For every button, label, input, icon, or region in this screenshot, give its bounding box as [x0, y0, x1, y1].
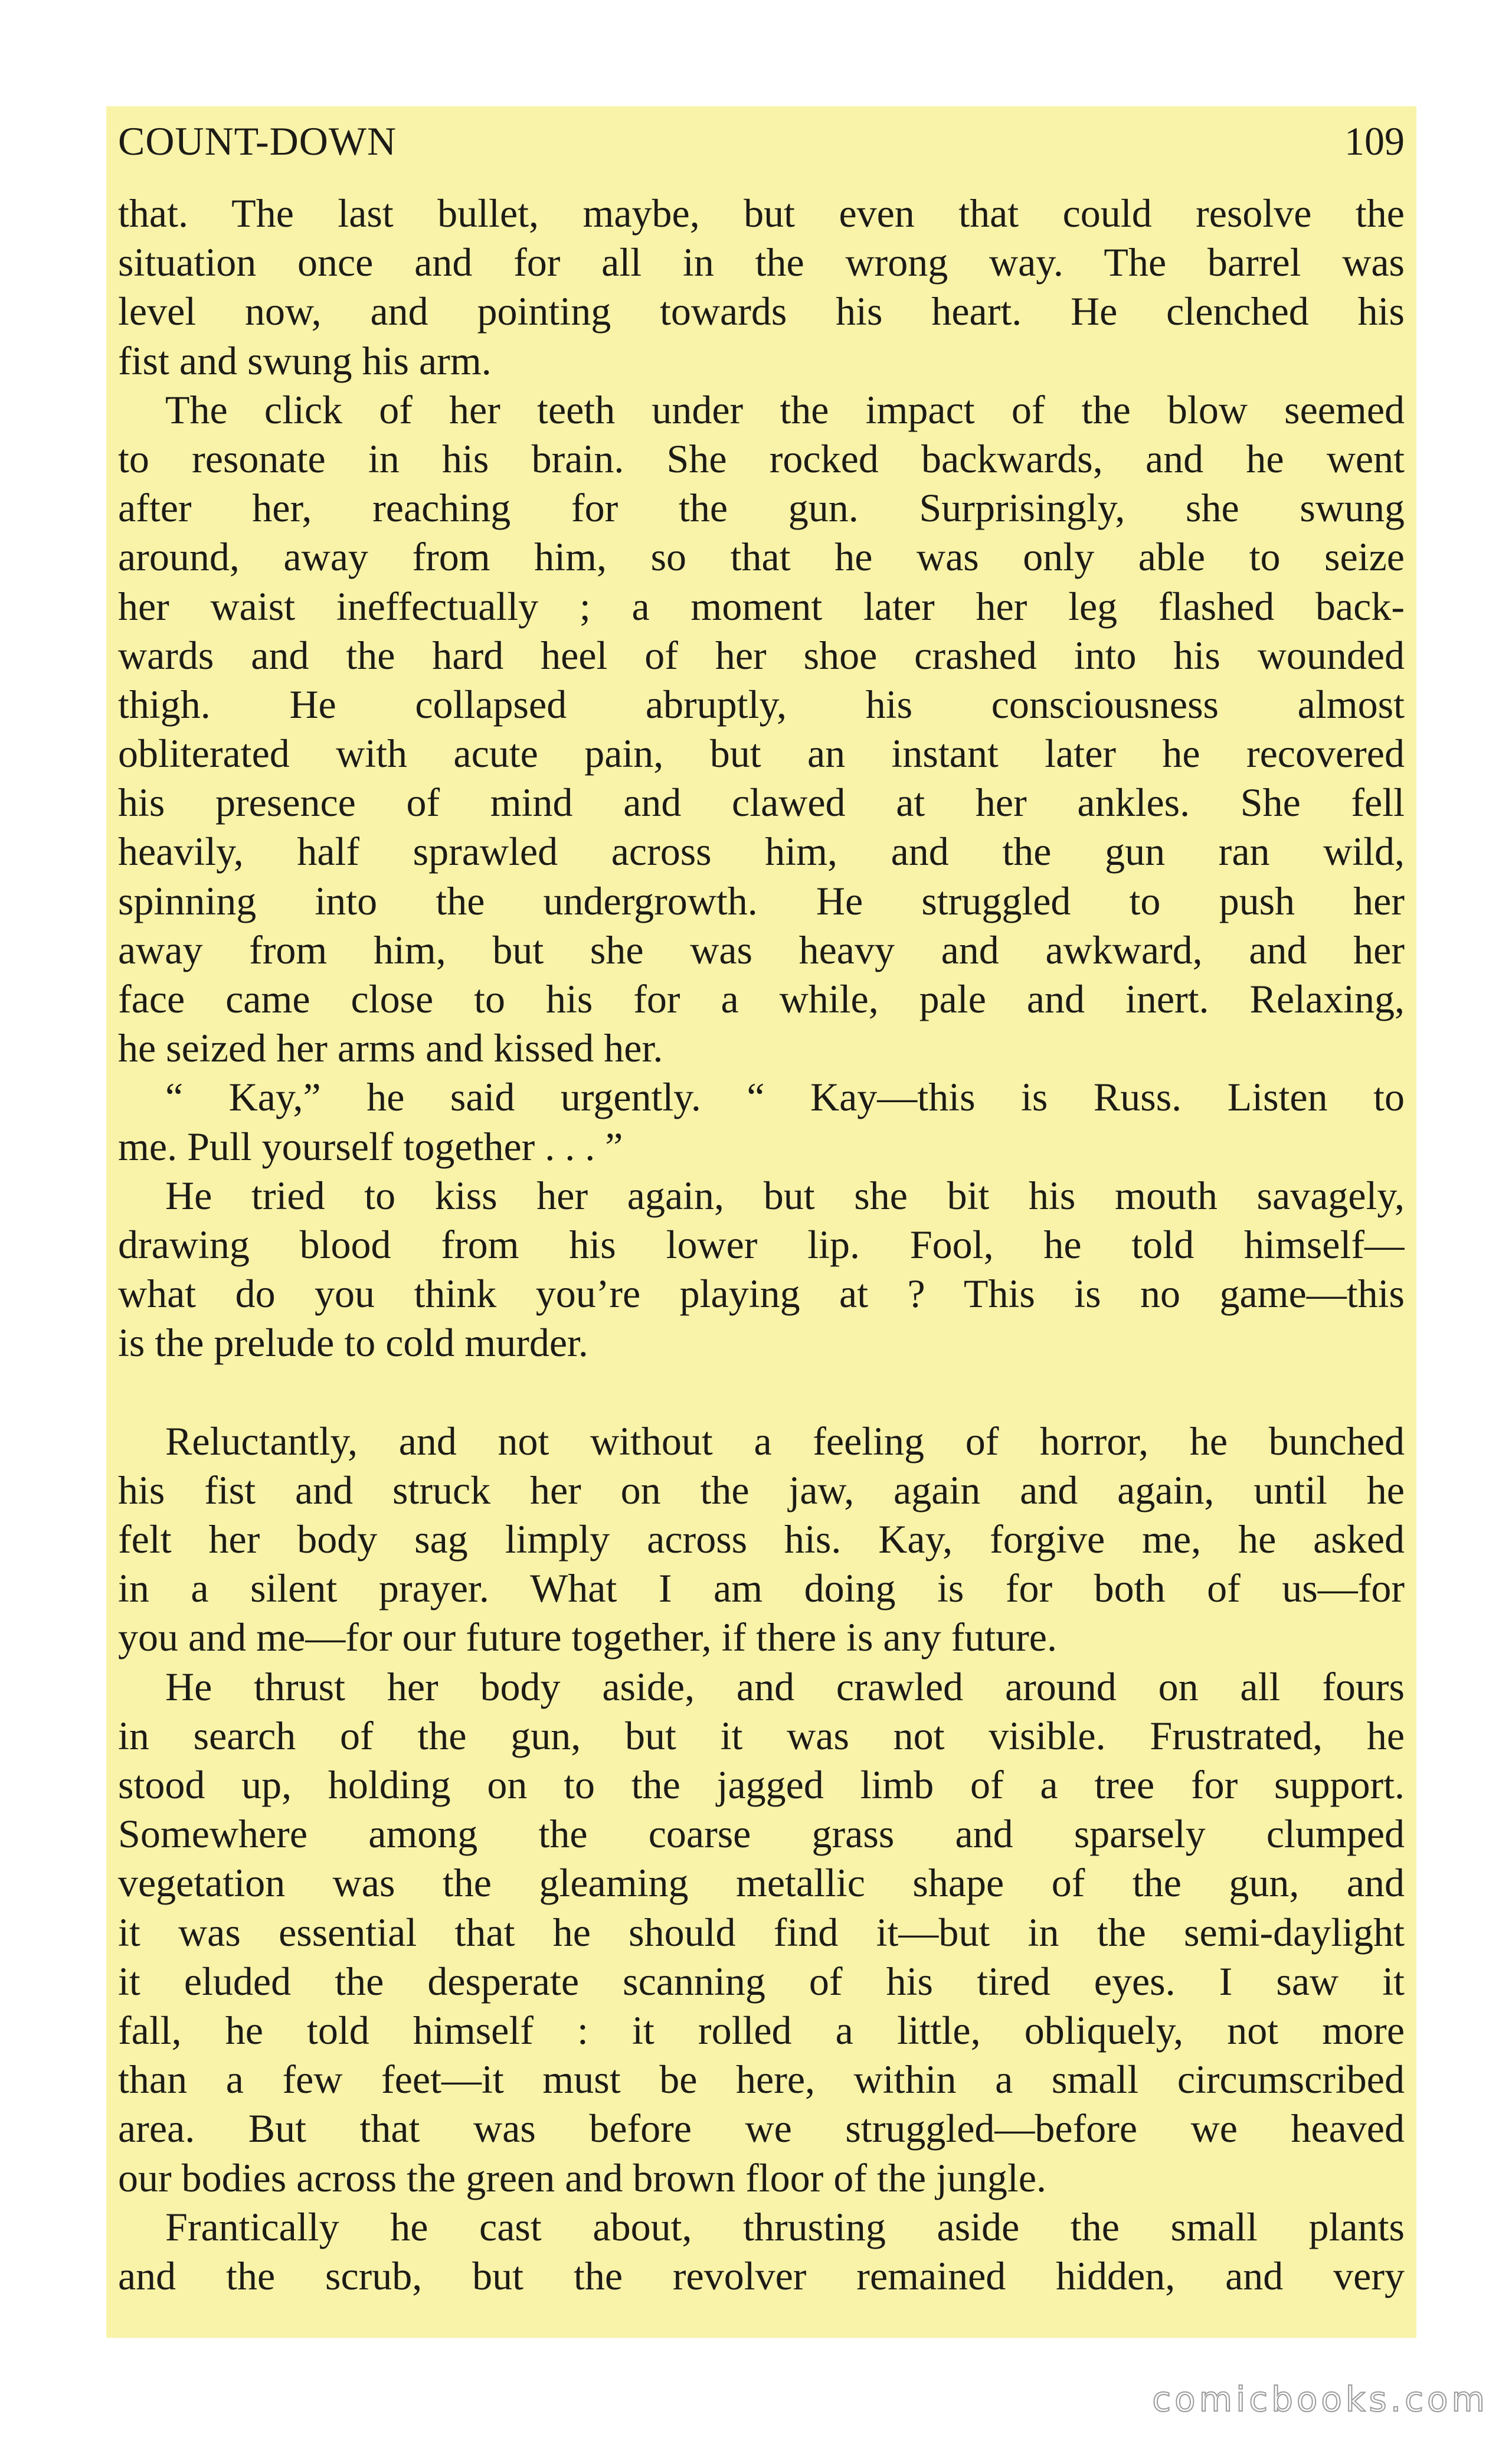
text-line: Somewhere among the coarse grass and sparsely clumped — [118, 1811, 1405, 1857]
body-text — [118, 189, 1405, 2301]
text-line: He tried to kiss her again, but she bit his mouth savagely, — [165, 1172, 1405, 1218]
text-line: The click of her teeth under the impact of the blow seemed — [165, 387, 1405, 432]
text-line: in search of the gun, but it was not visible. Frustrated, he — [118, 1713, 1405, 1758]
text-line: Reluctantly, and not without a feeling of horror, he bunched — [165, 1418, 1405, 1463]
text-line: it eluded the desperate scanning of his tired eyes. I saw it — [118, 1958, 1405, 2004]
text-line: away from him, but she was heavy and awkward, and her — [118, 927, 1405, 972]
text-line: He thrust her body aside, and crawled around on all fours — [165, 1664, 1405, 1709]
text-line: than a few feet—it must be here, within a small circumscribed — [118, 2057, 1405, 2102]
text-line: what do you think you’re playing at ? This is no game—this — [118, 1271, 1405, 1316]
text-line: heavily, half sprawled across him, and the gun ran wild, — [118, 829, 1405, 874]
text-line: level now, and pointing towards his heart. He clenched his — [118, 289, 1405, 334]
text-line: situation once and for all in the wrong way. The barrel was — [118, 240, 1405, 285]
text-line: her waist ineffectually ; a moment later her leg flashed back- — [118, 583, 1405, 629]
text-line: me. Pull yourself together . . . ” — [118, 1123, 623, 1169]
text-line: Frantically he cast about, thrusting aside the small plants — [165, 2204, 1405, 2249]
text-line: our bodies across the green and brown floor of the jungle. — [118, 2155, 1046, 2200]
text-line: his presence of mind and clawed at her ankles. She fell — [118, 780, 1405, 825]
text-line: he seized her arms and kissed her. — [118, 1025, 663, 1071]
section-break — [118, 1368, 1405, 1417]
text-line: wards and the hard heel of her shoe crashed into his wounded — [118, 632, 1405, 678]
text-line: that. The last bullet, maybe, but even that could resolve the — [118, 191, 1405, 236]
text-line: his fist and struck her on the jaw, again and again, until he — [118, 1467, 1405, 1512]
text-line: you and me—for our future together, if there is any future. — [118, 1615, 1057, 1660]
text-line: around, away from him, so that he was only able to seize — [118, 534, 1405, 580]
text-line: thigh. He collapsed abruptly, his consciousness almost — [118, 681, 1405, 727]
text-line: stood up, holding on to the jagged limb of a tree for support. — [118, 1762, 1405, 1807]
running-head: COUNT-DOWN — [118, 119, 397, 164]
text-line: to resonate in his brain. She rocked backwards, and he went — [118, 436, 1405, 481]
text-line: fist and swung his arm. — [118, 338, 492, 383]
text-line: obliterated with acute pain, but an instant later he recovered — [118, 731, 1405, 776]
text-line: “ Kay,” he said urgently. “ Kay—this is Russ. Listen to — [165, 1074, 1405, 1120]
text-line: spinning into the undergrowth. He struggled to push her — [118, 878, 1405, 923]
text-line: in a silent prayer. What I am doing is for both of us—for — [118, 1566, 1405, 1611]
text-line: and the scrub, but the revolver remained hidden, and very — [118, 2253, 1405, 2298]
page-header — [106, 112, 1416, 183]
text-line: is the prelude to cold murder. — [118, 1320, 588, 1365]
text-line: drawing blood from his lower lip. Fool, he told himself— — [118, 1221, 1405, 1267]
text-line: it was essential that he should find it—but in the semi-daylight — [118, 1909, 1405, 1955]
text-line: face came close to his for a while, pale and inert. Relaxing, — [118, 976, 1405, 1021]
book-page — [106, 106, 1416, 2338]
text-line: felt her body sag limply across his. Kay, forgive me, he asked — [118, 1517, 1405, 1562]
watermark: comicbooks.com — [1152, 2379, 1488, 2419]
text-line: vegetation was the gleaming metallic shape of the gun, and — [118, 1860, 1405, 1906]
text-line: area. But that was before we struggled—before we heaved — [118, 2106, 1405, 2151]
text-line: after her, reaching for the gun. Surprisingly, she swung — [118, 485, 1405, 531]
page-number: 109 — [1344, 119, 1405, 164]
text-line: fall, he told himself : it rolled a little, obliquely, not more — [118, 2007, 1405, 2053]
